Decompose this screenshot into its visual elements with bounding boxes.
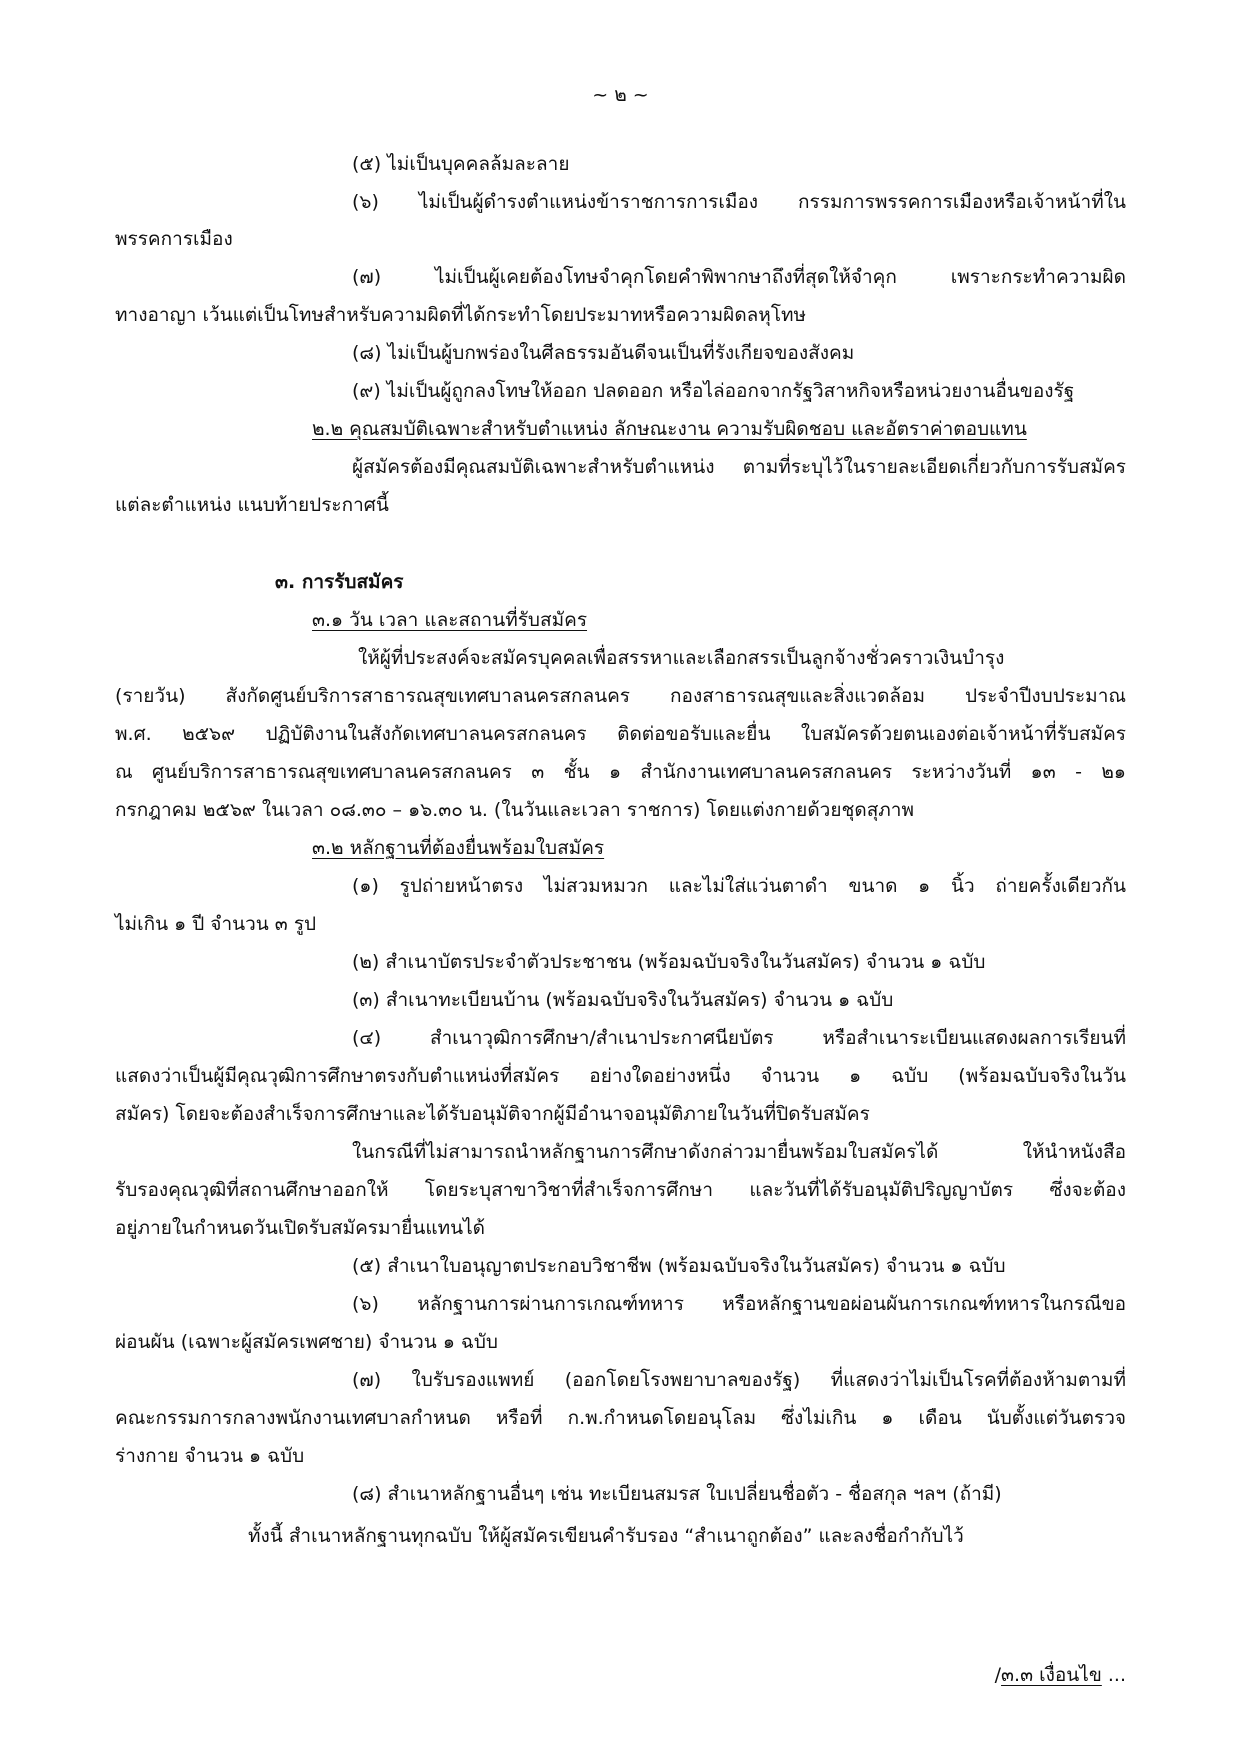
document-item-1-cont: ไม่เกิน ๑ ปี จำนวน ๓ รูป bbox=[115, 913, 317, 935]
section-3-heading: ๓. การรับสมัคร bbox=[275, 571, 404, 593]
qualification-item-6: (๖) ไม่เป็นผู้ดำรงตำแหน่งข้าราชการการเมือง กรรมการพรรคการเมืองหรือเจ้าหน้าที่ใน bbox=[352, 191, 1126, 213]
document-item-4-cont-1: แสดงว่าเป็นผู้มีคุณวุฒิการศึกษาตรงกับตำแหน่งที่สมัคร อย่างใดอย่างหนึ่ง จำนวน ๑ ฉบับ (พร้อมฉบับจริงในวัน bbox=[115, 1065, 1126, 1087]
qualification-item-8: (๘) ไม่เป็นผู้บกพร่องในศีลธรรมอันดีจนเป็นที่รังเกียจของสังคม bbox=[352, 342, 855, 364]
document-item-2: (๒) สำเนาบัตรประจำตัวประชาชน (พร้อมฉบับจริงในวันสมัคร) จำนวน ๑ ฉบับ bbox=[352, 951, 986, 973]
subsection-3-1-line-1: ให้ผู้ที่ประสงค์จะสมัครบุคคลเพื่อสรรหาและเลือกสรรเป็นลูกจ้างชั่วคราวเงินบำรุง bbox=[358, 647, 1005, 669]
document-item-8: (๘) สำเนาหลักฐานอื่นๆ เช่น ทะเบียนสมรส ใบเปลี่ยนชื่อตัว - ชื่อสกุล ฯลฯ (ถ้ามี) bbox=[352, 1483, 1002, 1505]
subsection-3-1-line-3: พ.ศ. ๒๕๖๙ ปฏิบัติงานในสังกัดเทศบาลนครสกลนคร ติดต่อขอรับและยื่น ใบสมัครด้วยตนเองต่อเจ้าหน้าที่รับสมัคร bbox=[115, 723, 1126, 745]
qualification-item-7: (๗) ไม่เป็นผู้เคยต้องโทษจำคุกโดยคำพิพากษาถึงที่สุดให้จำคุก เพราะกระทำความผิด bbox=[352, 266, 1126, 288]
subsection-3-2-heading: ๓.๒ หลักฐานที่ต้องยื่นพร้อมใบสมัคร bbox=[312, 837, 605, 859]
qualification-item-7-cont: ทางอาญา เว้นแต่เป็นโทษสำหรับความผิดที่ได้กระทำโดยประมาทหรือความผิดลหุโทษ bbox=[115, 304, 807, 326]
document-item-1: (๑) รูปถ่ายหน้าตรง ไม่สวมหมวก และไม่ใส่แว่นตาดำ ขนาด ๑ นิ้ว ถ่ายครั้งเดียวกัน bbox=[352, 875, 1126, 897]
education-note-line-1: ในกรณีที่ไม่สามารถนำหลักฐานการศึกษาดังกล่าวมายื่นพร้อมใบสมัครได้ ให้นำหนังสือ bbox=[352, 1141, 1126, 1163]
page-number: ~ ๒ ~ bbox=[592, 84, 649, 106]
document-item-7-cont-2: ร่างกาย จำนวน ๑ ฉบับ bbox=[115, 1445, 305, 1467]
education-note-line-2: รับรองคุณวุฒิที่สถานศึกษาออกให้ โดยระบุสาขาวิชาที่สำเร็จการศึกษา และวันที่ได้รับอนุมัติปริญญาบัตร ซึ่งจะต้อง bbox=[115, 1179, 1126, 1201]
subsection-2-2-heading: ๒.๒ คุณสมบัติเฉพาะสำหรับตำแหน่ง ลักษณะงาน ความรับผิดชอบ และอัตราค่าตอบแทน bbox=[312, 418, 1027, 440]
document-item-6-cont: ผ่อนผัน (เฉพาะผู้สมัครเพศชาย) จำนวน ๑ ฉบับ bbox=[115, 1331, 498, 1353]
continuation-ref: ๓.๓ เงื่อนไข bbox=[1001, 1664, 1102, 1686]
document-item-3: (๓) สำเนาทะเบียนบ้าน (พร้อมฉบับจริงในวันสมัคร) จำนวน ๑ ฉบับ bbox=[352, 989, 894, 1011]
continuation-prefix: / bbox=[994, 1664, 1002, 1686]
document-item-7: (๗) ใบรับรองแพทย์ (ออกโดยโรงพยาบาลของรัฐ) ที่แสดงว่าไม่เป็นโรคที่ต้องห้ามตามที่ bbox=[352, 1369, 1126, 1391]
subsection-3-1-line-5: กรกฎาคม ๒๕๖๙ ในเวลา ๐๘.๓๐ – ๑๖.๓๐ น. (ในวันและเวลา ราชการ) โดยแต่งกายด้วยชุดสุภาพ bbox=[115, 799, 915, 821]
qualification-item-6-cont: พรรคการเมือง bbox=[115, 228, 233, 250]
continuation-suffix: ... bbox=[1101, 1664, 1126, 1686]
qualification-item-5: (๕) ไม่เป็นบุคคลล้มละลาย bbox=[352, 153, 570, 175]
document-item-5: (๕) สำเนาใบอนุญาตประกอบวิชาชีพ (พร้อมฉบับจริงในวันสมัคร) จำนวน ๑ ฉบับ bbox=[352, 1255, 1006, 1277]
continuation-marker bbox=[995, 1660, 1126, 1690]
document-item-4-cont-2: สมัคร) โดยจะต้องสำเร็จการศึกษาและได้รับอนุมัติจากผู้มีอำนาจอนุมัติภายในวันที่ปิดรับสมัคร bbox=[115, 1103, 870, 1125]
subsection-2-2-text-cont: แต่ละตำแหน่ง แนบท้ายประกาศนี้ bbox=[115, 494, 389, 516]
document-item-4: (๔) สำเนาวุฒิการศึกษา/สำเนาประกาศนียบัตร หรือสำเนาระเบียนแสดงผลการเรียนที่ bbox=[352, 1027, 1126, 1049]
document-item-6: (๖) หลักฐานการผ่านการเกณฑ์ทหาร หรือหลักฐานขอผ่อนผันการเกณฑ์ทหารในกรณีขอ bbox=[352, 1293, 1126, 1315]
certification-note: ทั้งนี้ สำเนาหลักฐานทุกฉบับ ให้ผู้สมัครเขียนคำรับรอง “สำเนาถูกต้อง” และลงชื่อกำกับไว้ bbox=[248, 1525, 964, 1547]
subsection-3-1-line-4: ณ ศูนย์บริการสาธารณสุขเทศบาลนครสกลนคร ๓ ชั้น ๑ สำนักงานเทศบาลนครสกลนคร ระหว่างวันที่ ๑๓ - ๒๑ bbox=[115, 761, 1126, 783]
subsection-2-2-text: ผู้สมัครต้องมีคุณสมบัติเฉพาะสำหรับตำแหน่ง ตามที่ระบุไว้ในรายละเอียดเกี่ยวกับการรับสมัคร bbox=[352, 456, 1126, 478]
qualification-item-9: (๙) ไม่เป็นผู้ถูกลงโทษให้ออก ปลดออก หรือไล่ออกจากรัฐวิสาหกิจหรือหน่วยงานอื่นของรัฐ bbox=[352, 380, 1075, 402]
document-item-7-cont-1: คณะกรรมการกลางพนักงานเทศบาลกำหนด หรือที่ ก.พ.กำหนดโดยอนุโลม ซึ่งไม่เกิน ๑ เดือน นับตั้งแต่วันตรวจ bbox=[115, 1407, 1126, 1429]
subsection-3-1-heading: ๓.๑ วัน เวลา และสถานที่รับสมัคร bbox=[312, 609, 588, 631]
education-note-line-3: อยู่ภายในกำหนดวันเปิดรับสมัครมายื่นแทนได้ bbox=[115, 1217, 485, 1239]
subsection-3-1-line-2: (รายวัน) สังกัดศูนย์บริการสาธารณสุขเทศบาลนครสกลนคร กองสาธารณสุขและสิ่งแวดล้อม ประจำปีงบประมาณ bbox=[115, 685, 1126, 707]
